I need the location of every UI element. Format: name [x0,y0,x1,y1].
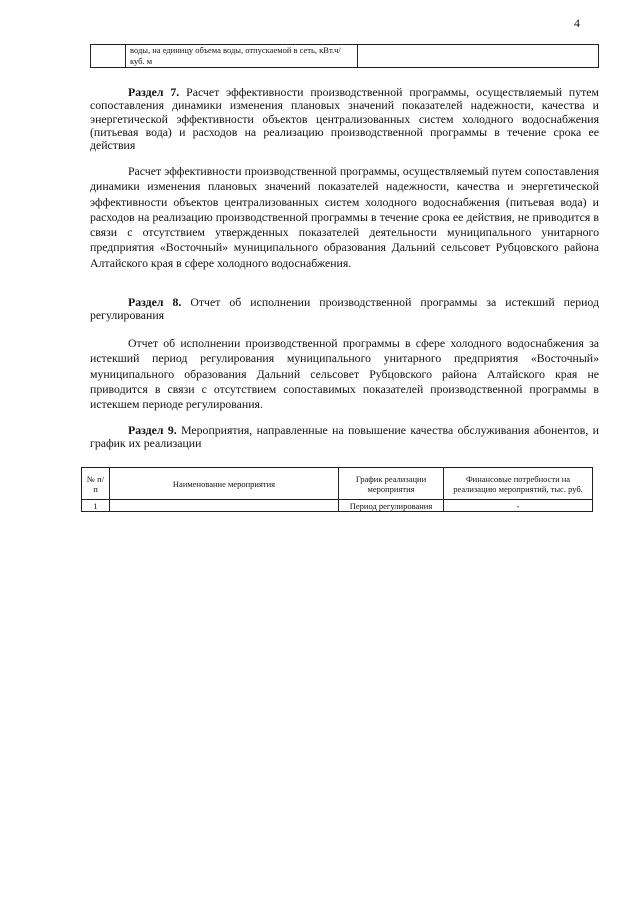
header-schedule: График реализации мероприятия [339,468,444,500]
page-number: 4 [574,16,580,30]
header-number: № п/п [82,468,110,500]
section-7-label: Раздел 7. [128,85,180,99]
table-cell-empty [91,45,126,68]
table-cell-empty [358,45,599,68]
section-7-title: Расчет эффективности производственной программы, осуществляемый путем сопоставления динамики изменения плановых значений показателей надежности, качества и энергетической эффективности объектов централизованных систем холодного водоснабжения (питьевая вода) и расходов на реализацию производственной программы в течение срока ее действия [90,85,599,153]
table-row [91,45,599,68]
cell-schedule: Период регулирования [339,500,444,512]
header-measure-name: Наименование мероприятия [110,468,339,500]
section-9-label: Раздел 9. [128,423,177,437]
cell-financial-needs: - [444,500,593,512]
section-9-heading [90,424,599,451]
table-header-row [82,468,593,500]
cell-measure-name [110,500,339,512]
section-7-body: Расчет эффективности производственной программы, осуществляемый путем сопоставления динамики изменения плановых значений показателей надежности, качества и энергетической эффективности объектов централизованных систем холодного водоснабжения (питьевая вода) и расходов на реализацию производственной программы в течение срока ее действия, не приводится в связи с отсутствием утвержденных показателей деятельности муниципального унитарного предприятия «Восточный» муниципального образования Дальний сельсовет Рубцовского района Алтайского края в сфере холодного водоснабжения. [90,164,599,270]
section-8-body: Отчет об исполнении производственной программы в сфере холодного водоснабжения за истекший период регулирования муниципального унитарного предприятия «Восточный» муниципального образования Дальний сельсовет Рубцовского района Алтайского края не приводится в связи с отсутствием сопоставимых показателей производственной программы в истекшем периоде регулирования. [90,336,599,412]
section-8-label: Раздел 8. [128,295,182,309]
section-8-title: Отчет об исполнении производственной программы за истекший период регулирования [90,295,599,323]
table-cell-indicator: воды, на единицу объема воды, отпускаемой в сеть, кВт.ч/куб. м [126,45,358,68]
section-7-heading [90,86,599,152]
measures-table [81,467,593,512]
section-9-title: Мероприятия, направленные на повышение качества обслуживания абонентов, и график их реализации [90,423,599,451]
cell-number: 1 [82,500,110,512]
table-row [82,500,593,512]
section-8-heading [90,296,599,323]
continued-indicators-table [90,44,599,68]
header-financial-needs: Финансовые потребности на реализацию мероприятий, тыс. руб. [444,468,593,500]
